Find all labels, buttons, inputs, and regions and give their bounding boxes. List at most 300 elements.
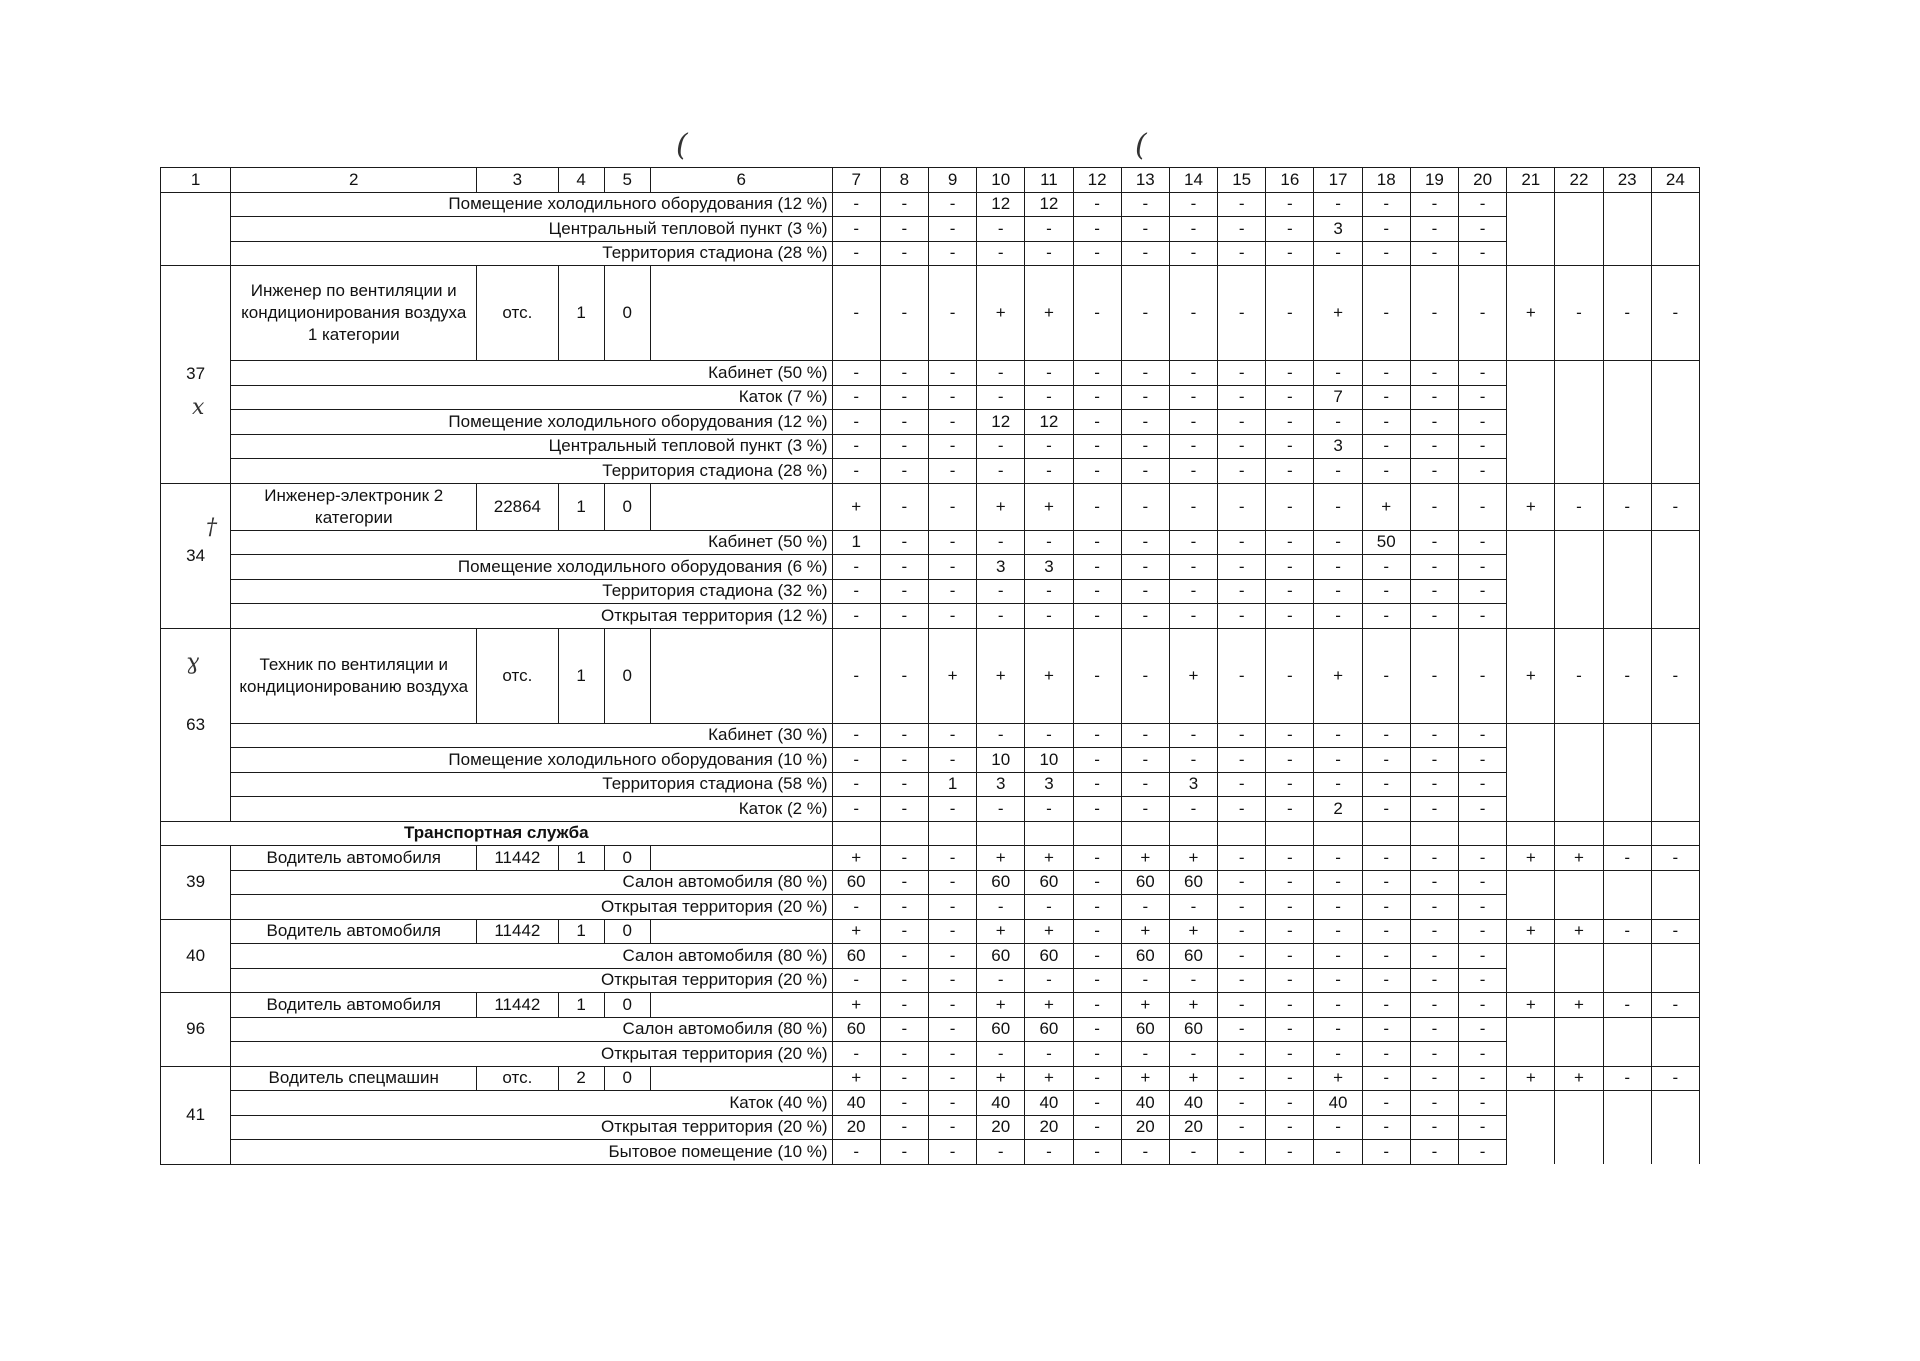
factor-cell: - — [880, 385, 928, 410]
workplace-area: Открытая территория (20 %) — [231, 895, 832, 920]
empty-cell — [1507, 1042, 1555, 1067]
column-header: 7 — [832, 168, 880, 193]
factor-cell: - — [928, 459, 976, 484]
table-row — [161, 579, 1700, 604]
factor-cell: - — [1169, 748, 1217, 773]
factor-cell: - — [1410, 604, 1458, 629]
factor-cell: - — [832, 772, 880, 797]
factor-cell: - — [1169, 410, 1217, 435]
column-header: 22 — [1555, 168, 1603, 193]
empty-cell — [832, 821, 880, 846]
factor-cell: + — [1169, 846, 1217, 871]
factor-cell: - — [1362, 1140, 1410, 1165]
column-header: 24 — [1651, 168, 1699, 193]
workplace-area: Кабинет (30 %) — [231, 723, 832, 748]
empty-cell — [1651, 723, 1699, 748]
workplace-area: Помещение холодильного оборудования (6 %) — [231, 555, 832, 580]
factor-cell: - — [880, 241, 928, 266]
empty-cell — [650, 628, 832, 723]
empty-cell — [1651, 604, 1699, 629]
empty-cell — [928, 821, 976, 846]
factor-cell: - — [1266, 410, 1314, 435]
empty-cell — [1507, 772, 1555, 797]
factor-cell: - — [1362, 993, 1410, 1018]
factor-cell: - — [928, 410, 976, 435]
factor-cell: - — [1314, 483, 1362, 530]
empty-cell — [1555, 361, 1603, 386]
factor-cell: - — [832, 723, 880, 748]
position-name: Водитель автомобиля — [231, 993, 477, 1018]
factor-cell: - — [1121, 530, 1169, 555]
empty-cell — [1507, 555, 1555, 580]
position-col5: 0 — [604, 993, 650, 1018]
empty-cell — [1651, 1091, 1699, 1116]
position-col5: 0 — [604, 1066, 650, 1091]
empty-cell — [1555, 797, 1603, 822]
factor-cell: + — [832, 846, 880, 871]
empty-cell — [1651, 1042, 1699, 1067]
empty-cell — [1555, 1017, 1603, 1042]
factor-cell: - — [832, 410, 880, 435]
factor-cell: - — [1218, 241, 1266, 266]
factor-cell: - — [1266, 723, 1314, 748]
factor-cell: + — [977, 919, 1025, 944]
row-number: 34 — [161, 483, 231, 628]
workplace-area: Помещение холодильного оборудования (10 %) — [231, 748, 832, 773]
factor-cell: - — [1459, 555, 1507, 580]
factor-cell: - — [1169, 579, 1217, 604]
table-row — [161, 168, 1700, 193]
empty-cell — [1651, 870, 1699, 895]
position-code: отс. — [477, 1066, 558, 1091]
factor-cell: 60 — [977, 870, 1025, 895]
empty-cell — [1651, 361, 1699, 386]
factor-cell: - — [1410, 1042, 1458, 1067]
factor-cell: - — [1314, 1042, 1362, 1067]
factor-cell: - — [1362, 748, 1410, 773]
factor-cell: + — [1025, 483, 1073, 530]
factor-cell: - — [1314, 919, 1362, 944]
workplace-area: Помещение холодильного оборудования (12 %) — [231, 192, 832, 217]
factor-cell: - — [1362, 772, 1410, 797]
empty-cell — [1555, 241, 1603, 266]
empty-cell — [1555, 968, 1603, 993]
factor-cell: - — [1314, 1017, 1362, 1042]
empty-cell — [1555, 604, 1603, 629]
factor-cell: + — [1507, 628, 1555, 723]
factor-cell: - — [1025, 579, 1073, 604]
factor-cell: - — [1266, 385, 1314, 410]
column-header: 14 — [1169, 168, 1217, 193]
factor-cell: - — [1121, 459, 1169, 484]
factor-cell: - — [1073, 241, 1121, 266]
factor-cell: - — [1314, 846, 1362, 871]
factor-cell: - — [1169, 266, 1217, 361]
factor-cell: 20 — [1025, 1115, 1073, 1140]
factor-cell: - — [1121, 579, 1169, 604]
factor-cell: + — [1314, 1066, 1362, 1091]
factor-cell: 1 — [832, 530, 880, 555]
factor-cell: + — [1507, 266, 1555, 361]
empty-cell — [1651, 1115, 1699, 1140]
workplace-area: Территория стадиона (28 %) — [231, 459, 832, 484]
position-code: 11442 — [477, 993, 558, 1018]
row-number — [161, 192, 231, 266]
empty-cell — [1651, 1140, 1699, 1165]
factor-cell: - — [1459, 944, 1507, 969]
factor-cell: - — [1314, 1140, 1362, 1165]
factor-cell: - — [1362, 434, 1410, 459]
factor-cell: - — [1169, 192, 1217, 217]
factor-cell: - — [1266, 968, 1314, 993]
column-header: 16 — [1266, 168, 1314, 193]
empty-cell — [1555, 1115, 1603, 1140]
scan-mark: † — [206, 515, 217, 540]
factor-cell: - — [1266, 870, 1314, 895]
factor-cell: - — [1073, 1115, 1121, 1140]
table-row — [161, 772, 1700, 797]
workplace-area: Открытая территория (20 %) — [231, 1115, 832, 1140]
scan-mark: ( — [676, 128, 688, 163]
factor-cell: - — [1266, 241, 1314, 266]
factor-cell: - — [1362, 579, 1410, 604]
table-row — [161, 192, 1700, 217]
factor-cell: - — [1314, 192, 1362, 217]
factor-cell: - — [1410, 1091, 1458, 1116]
factor-cell: - — [880, 1140, 928, 1165]
factor-cell: - — [1410, 217, 1458, 242]
factor-cell: - — [1459, 723, 1507, 748]
factor-cell: - — [1651, 483, 1699, 530]
factor-cell: - — [880, 579, 928, 604]
factor-cell: + — [1555, 919, 1603, 944]
table-row — [161, 993, 1700, 1018]
factor-cell: - — [928, 895, 976, 920]
factor-cell: 3 — [1314, 434, 1362, 459]
factor-cell: 40 — [1121, 1091, 1169, 1116]
empty-cell — [977, 821, 1025, 846]
factor-cell: - — [928, 1017, 976, 1042]
empty-cell — [1507, 361, 1555, 386]
factor-cell: - — [1121, 192, 1169, 217]
factor-cell: - — [1459, 846, 1507, 871]
position-name: Водитель автомобиля — [231, 919, 477, 944]
factor-cell: - — [1169, 968, 1217, 993]
column-header: 20 — [1459, 168, 1507, 193]
empty-cell — [1555, 410, 1603, 435]
empty-cell — [1507, 968, 1555, 993]
factor-cell: - — [1218, 530, 1266, 555]
empty-cell — [650, 993, 832, 1018]
factor-cell: 60 — [1121, 1017, 1169, 1042]
table-row — [161, 1091, 1700, 1116]
factor-cell: - — [977, 723, 1025, 748]
table-row — [161, 919, 1700, 944]
column-header: 2 — [231, 168, 477, 193]
factor-cell: - — [1362, 410, 1410, 435]
factor-cell: - — [1218, 483, 1266, 530]
factor-cell: 60 — [1169, 1017, 1217, 1042]
factor-cell: - — [880, 628, 928, 723]
empty-cell — [1555, 1140, 1603, 1165]
factor-cell: - — [1218, 1042, 1266, 1067]
factor-cell: - — [928, 604, 976, 629]
factor-cell: - — [1025, 1042, 1073, 1067]
factor-cell: - — [928, 555, 976, 580]
empty-cell — [1507, 1140, 1555, 1165]
empty-cell — [1603, 1091, 1651, 1116]
factor-cell: - — [1314, 1115, 1362, 1140]
factor-cell: - — [1410, 241, 1458, 266]
factor-cell: - — [1025, 604, 1073, 629]
factor-cell: - — [1121, 723, 1169, 748]
factor-cell: - — [1073, 192, 1121, 217]
table-row — [161, 723, 1700, 748]
factor-cell: - — [1266, 579, 1314, 604]
factor-cell: - — [1266, 895, 1314, 920]
factor-cell: + — [1121, 919, 1169, 944]
factor-cell: - — [1459, 217, 1507, 242]
empty-cell — [1603, 1115, 1651, 1140]
factor-cell: 3 — [1025, 772, 1073, 797]
factor-cell: - — [1410, 1115, 1458, 1140]
factor-cell: - — [928, 385, 976, 410]
factor-cell: + — [1555, 1066, 1603, 1091]
factor-cell: - — [1169, 797, 1217, 822]
row-number: 63 — [161, 628, 231, 821]
factor-cell: - — [1266, 993, 1314, 1018]
empty-cell — [1651, 241, 1699, 266]
factor-cell: - — [832, 361, 880, 386]
position-count: 1 — [558, 266, 604, 361]
factor-cell: - — [1603, 919, 1651, 944]
factor-cell: - — [1555, 628, 1603, 723]
factor-cell: - — [832, 895, 880, 920]
factor-cell: - — [1121, 604, 1169, 629]
empty-cell — [1603, 604, 1651, 629]
factor-cell: - — [1073, 1017, 1121, 1042]
factor-cell: 3 — [1169, 772, 1217, 797]
factor-cell: - — [1169, 555, 1217, 580]
factor-cell: - — [1410, 919, 1458, 944]
factor-cell: - — [1266, 1017, 1314, 1042]
factor-cell: - — [1025, 1140, 1073, 1165]
empty-cell — [1507, 459, 1555, 484]
factor-cell: - — [977, 434, 1025, 459]
factor-cell: - — [977, 797, 1025, 822]
workplace-area: Салон автомобиля (80 %) — [231, 870, 832, 895]
factor-cell: - — [1314, 604, 1362, 629]
factor-cell: - — [977, 241, 1025, 266]
factor-cell: - — [880, 410, 928, 435]
empty-cell — [1121, 821, 1169, 846]
factor-cell: - — [1073, 1066, 1121, 1091]
factor-cell: 60 — [1121, 870, 1169, 895]
factor-cell: - — [1121, 483, 1169, 530]
factor-cell: 10 — [977, 748, 1025, 773]
factor-cell: - — [1362, 723, 1410, 748]
factor-cell: + — [832, 919, 880, 944]
factor-cell: - — [1218, 1017, 1266, 1042]
factor-cell: 40 — [1025, 1091, 1073, 1116]
factor-cell: - — [1362, 385, 1410, 410]
factor-cell: - — [1459, 1140, 1507, 1165]
factor-cell: + — [1507, 846, 1555, 871]
factor-cell: + — [1362, 483, 1410, 530]
factor-cell: - — [977, 968, 1025, 993]
factor-cell: 40 — [1169, 1091, 1217, 1116]
factor-cell: - — [928, 434, 976, 459]
factor-cell: - — [1459, 993, 1507, 1018]
empty-cell — [1507, 723, 1555, 748]
empty-cell — [1603, 895, 1651, 920]
factor-cell: - — [1266, 944, 1314, 969]
factor-cell: - — [880, 846, 928, 871]
empty-cell — [1603, 1017, 1651, 1042]
factor-cell: - — [1362, 1042, 1410, 1067]
factor-cell: - — [1121, 241, 1169, 266]
position-count: 1 — [558, 993, 604, 1018]
factor-cell: - — [1603, 1066, 1651, 1091]
factor-cell: - — [1025, 968, 1073, 993]
factor-cell: - — [928, 1115, 976, 1140]
factor-cell: - — [1266, 217, 1314, 242]
empty-cell — [1603, 434, 1651, 459]
factor-cell: - — [928, 217, 976, 242]
factor-cell: - — [1266, 748, 1314, 773]
empty-cell — [1651, 192, 1699, 217]
factor-cell: - — [977, 604, 1025, 629]
factor-cell: - — [928, 846, 976, 871]
factor-cell: - — [1073, 555, 1121, 580]
factor-cell: + — [977, 266, 1025, 361]
factor-cell: - — [832, 434, 880, 459]
factor-cell: - — [1266, 1115, 1314, 1140]
table-row — [161, 1066, 1700, 1091]
row-number: 40 — [161, 919, 231, 993]
empty-cell — [1266, 821, 1314, 846]
factor-cell: 60 — [1025, 1017, 1073, 1042]
factor-cell: - — [1169, 723, 1217, 748]
factor-cell: - — [1169, 1140, 1217, 1165]
table-row — [161, 410, 1700, 435]
factor-cell: 3 — [1314, 217, 1362, 242]
factor-cell: - — [1555, 483, 1603, 530]
factor-cell: 40 — [1314, 1091, 1362, 1116]
factor-cell: - — [977, 1042, 1025, 1067]
factor-cell: 12 — [977, 192, 1025, 217]
factor-cell: - — [928, 1091, 976, 1116]
factor-cell: - — [1651, 628, 1699, 723]
factor-cell: + — [977, 1066, 1025, 1091]
factor-cell: + — [1025, 628, 1073, 723]
factor-cell: - — [1073, 968, 1121, 993]
factor-cell: - — [1266, 266, 1314, 361]
empty-cell — [1218, 821, 1266, 846]
factor-cell: - — [1073, 604, 1121, 629]
column-header: 4 — [558, 168, 604, 193]
table-row — [161, 361, 1700, 386]
factor-cell: - — [1314, 410, 1362, 435]
factor-cell: - — [1459, 192, 1507, 217]
empty-cell — [1651, 1017, 1699, 1042]
factor-cell: - — [928, 483, 976, 530]
factor-cell: - — [1073, 1042, 1121, 1067]
empty-cell — [1507, 944, 1555, 969]
factor-cell: - — [1651, 846, 1699, 871]
factor-cell: - — [1410, 870, 1458, 895]
factor-cell: - — [880, 748, 928, 773]
factor-cell: 12 — [1025, 410, 1073, 435]
workplace-area: Открытая территория (20 %) — [231, 968, 832, 993]
empty-cell — [650, 1066, 832, 1091]
factor-cell: - — [1410, 895, 1458, 920]
factor-cell: - — [1218, 1066, 1266, 1091]
empty-cell — [1603, 410, 1651, 435]
factor-cell: - — [1410, 361, 1458, 386]
factor-cell: + — [1507, 993, 1555, 1018]
empty-cell — [1555, 870, 1603, 895]
empty-cell — [1507, 530, 1555, 555]
row-number: 37 — [161, 266, 231, 484]
factor-cell: + — [1169, 628, 1217, 723]
factor-cell: - — [1459, 797, 1507, 822]
workplace-area: Каток (40 %) — [231, 1091, 832, 1116]
position-col5: 0 — [604, 483, 650, 530]
factor-cell: + — [977, 993, 1025, 1018]
factor-cell: - — [1218, 192, 1266, 217]
factor-cell: - — [1314, 870, 1362, 895]
factor-cell: 40 — [977, 1091, 1025, 1116]
table-row — [161, 797, 1700, 822]
factor-cell: - — [1459, 385, 1507, 410]
factor-cell: - — [1459, 434, 1507, 459]
empty-cell — [1603, 797, 1651, 822]
factor-cell: 12 — [977, 410, 1025, 435]
factor-cell: 60 — [1121, 944, 1169, 969]
factor-cell: 60 — [1025, 944, 1073, 969]
factor-cell: - — [928, 944, 976, 969]
factor-cell: - — [1218, 459, 1266, 484]
factor-cell: - — [1603, 993, 1651, 1018]
empty-cell — [1603, 385, 1651, 410]
factor-cell: - — [1362, 797, 1410, 822]
factor-cell: - — [1218, 1091, 1266, 1116]
table-row — [161, 555, 1700, 580]
empty-cell — [650, 266, 832, 361]
factor-cell: - — [1459, 579, 1507, 604]
factor-cell: - — [1121, 748, 1169, 773]
factor-cell: - — [928, 797, 976, 822]
empty-cell — [1555, 748, 1603, 773]
empty-cell — [1651, 772, 1699, 797]
column-header: 6 — [650, 168, 832, 193]
factor-cell: - — [1073, 919, 1121, 944]
factor-cell: - — [1314, 723, 1362, 748]
factor-cell: - — [1266, 361, 1314, 386]
factor-cell: - — [832, 968, 880, 993]
table-row — [161, 459, 1700, 484]
factor-cell: - — [1073, 579, 1121, 604]
factor-cell: 20 — [1169, 1115, 1217, 1140]
factor-cell: - — [832, 192, 880, 217]
workplace-area: Центральный тепловой пункт (3 %) — [231, 217, 832, 242]
position-count: 1 — [558, 919, 604, 944]
empty-cell — [1555, 530, 1603, 555]
table-row — [161, 385, 1700, 410]
column-header: 3 — [477, 168, 558, 193]
factor-cell: - — [880, 1115, 928, 1140]
